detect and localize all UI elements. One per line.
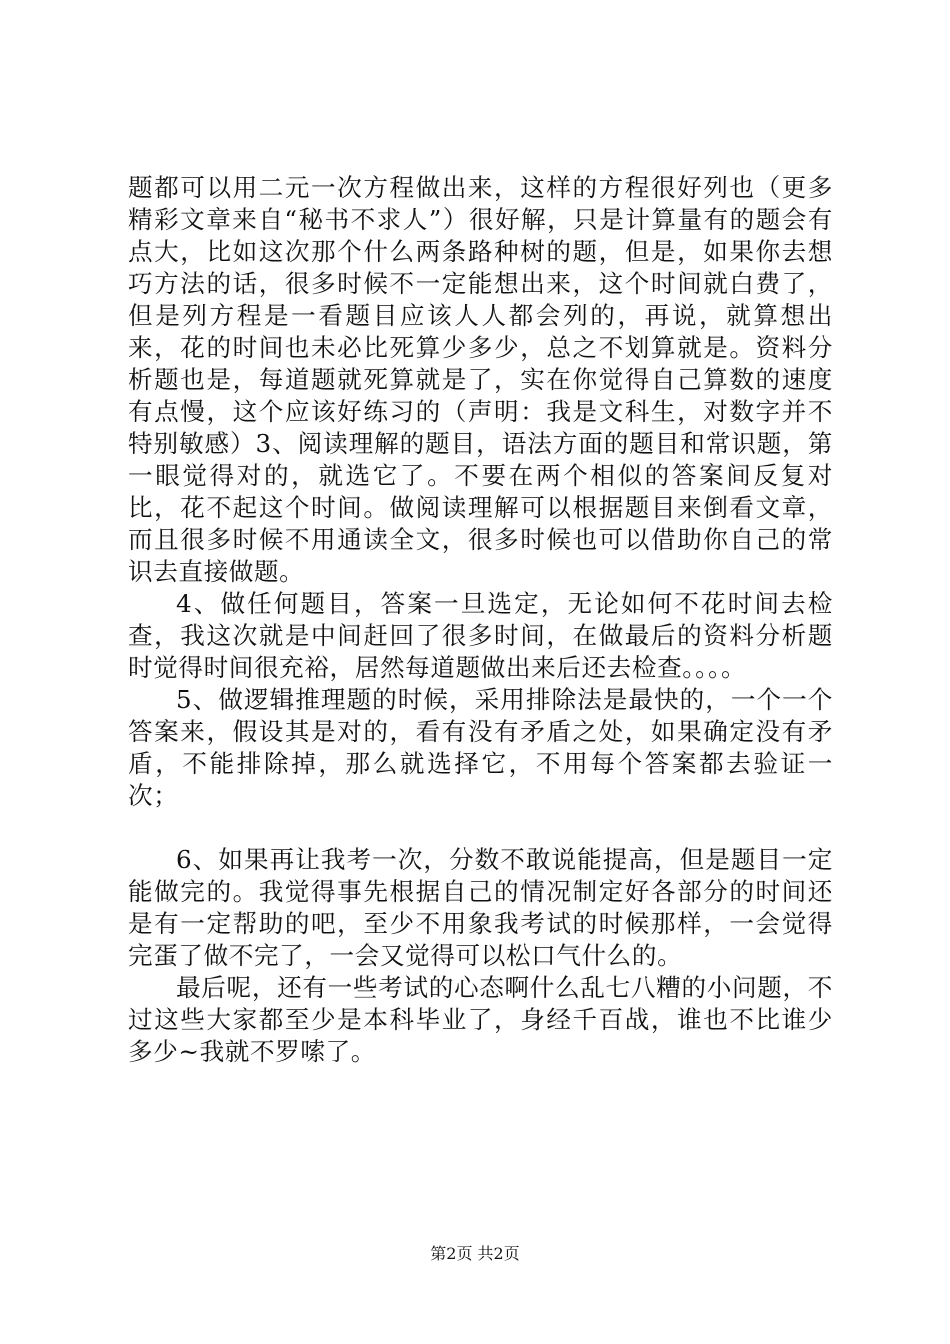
paragraph-1: 题都可以用二元一次方程做出来，这样的方程很好列也（更多精彩文章来自“秘书不求人”）很好解，只是计算量有的题会有点大，比如这次那个什么两条路种树的题，但是，如果你去想巧方法的话，很多时候不一定能想出来，这个时间就白费了，但是列方程是一看题目应该人人都会列的，再说，就算想出来，花的时间也未必比死算少多少，总之不划算就是。资料分析题也是，每道题就死算就是了，实在你觉得自己算数的速度有点慢，这个应该好练习的（声明：我是文科生，对数字并不特别敏感）3、阅读理解的题目，语法方面的题目和常识题，第一眼觉得对的，就选它了。不要在两个相似的答案间反复对比，花不起这个时间。做阅读理解可以根据题目来倒看文章，而且很多时候不用通读全文，很多时候也可以借助你自己的常识去直接做题。 xyxy=(128,173,833,586)
document-body xyxy=(128,172,833,1068)
page-number-footer: 第2页 共2页 xyxy=(430,1244,520,1263)
paragraph-4: 6、如果再让我考一次，分数不敢说能提高，但是题目一定能做完的。我觉得事先根据自己的情况制定好各部分的时间还是有一定帮助的吧，至少不用象我考试的时候那样，一会觉得完蛋了做不完了，一会又觉得可以松口气什么的。 xyxy=(128,845,833,970)
paragraph-spacer xyxy=(128,812,833,844)
paragraph-3: 5、做逻辑推理题的时候，采用排除法是最快的，一个一个答案来，假设其是对的，看有没有矛盾之处，如果确定没有矛盾，不能排除掉，那么就选择它，不用每个答案都去验证一次； xyxy=(128,685,833,810)
paragraph-5: 最后呢，还有一些考试的心态啊什么乱七八糟的小问题，不过这些大家都至少是本科毕业了，身经千百战，谁也不比谁少多少~我就不罗嗦了。 xyxy=(128,973,833,1066)
paragraph-2: 4、做任何题目，答案一旦选定，无论如何不花时间去检查，我这次就是中间赶回了很多时间，在做最后的资料分析题时觉得时间很充裕，居然每道题做出来后还去检查。。。。 xyxy=(128,589,833,682)
